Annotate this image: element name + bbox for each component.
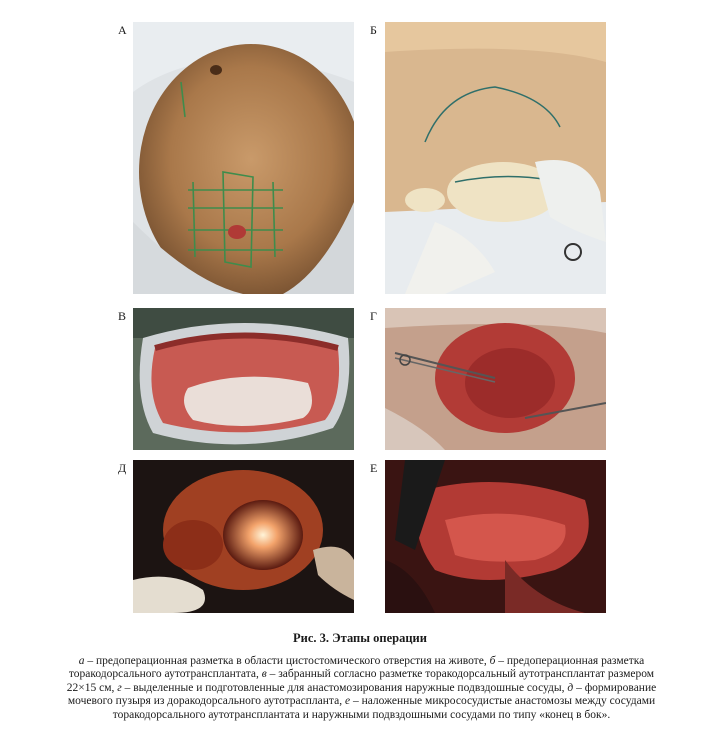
caption-text-d: – формирование мочевого пузыря из доракодорсального аутотраспланта, <box>67 681 657 708</box>
panel-label-b: Б <box>370 23 377 37</box>
caption-letter-a: а <box>78 655 85 667</box>
figure-caption <box>55 655 668 722</box>
caption-text-g: – выделенные и подготовленные для анастомозирования наружные подвздошные сосуды, <box>121 681 568 694</box>
figure-title: Рис. 3. Этапы операции <box>293 631 427 645</box>
caption-letter-v: в <box>261 668 267 681</box>
caption-text-v: – забранный согласно разметке торакодорсальный аутотрансплантат размером 22×15 см, <box>66 668 655 694</box>
photo-microvascular-anastomoses <box>385 460 606 613</box>
caption-text-b: – предоперационная разметка торакодорсального аутотрансплантата, <box>68 655 645 681</box>
panel-label-e: Е <box>370 461 378 475</box>
caption-text-a: – предоперационная разметка в области цистостомического отверстия на животе, <box>84 655 490 667</box>
panel-label-a: А <box>118 23 127 37</box>
caption-letter-g: г <box>117 681 122 694</box>
panel-label-g: Г <box>370 309 377 323</box>
caption-text-e: – наложенные микрососудистые анастомозы между сосудами торакодорсального аутотрансплантата и наружными подвздошными сосудами по типу «конец в бок». <box>112 695 656 721</box>
panel-label-d: Д <box>118 461 127 475</box>
caption-letter-b: б <box>489 655 496 667</box>
photo-vessels-clamps <box>385 308 606 450</box>
photo-abdomen-marking <box>133 22 354 294</box>
photo-bladder-formation <box>133 460 354 613</box>
photo-graft-in-dish <box>133 308 354 450</box>
photo-back-marking-graft <box>385 22 606 294</box>
caption-letter-d: д <box>567 681 574 694</box>
caption-letter-e: е <box>344 695 351 708</box>
panel-label-v: В <box>118 309 127 323</box>
